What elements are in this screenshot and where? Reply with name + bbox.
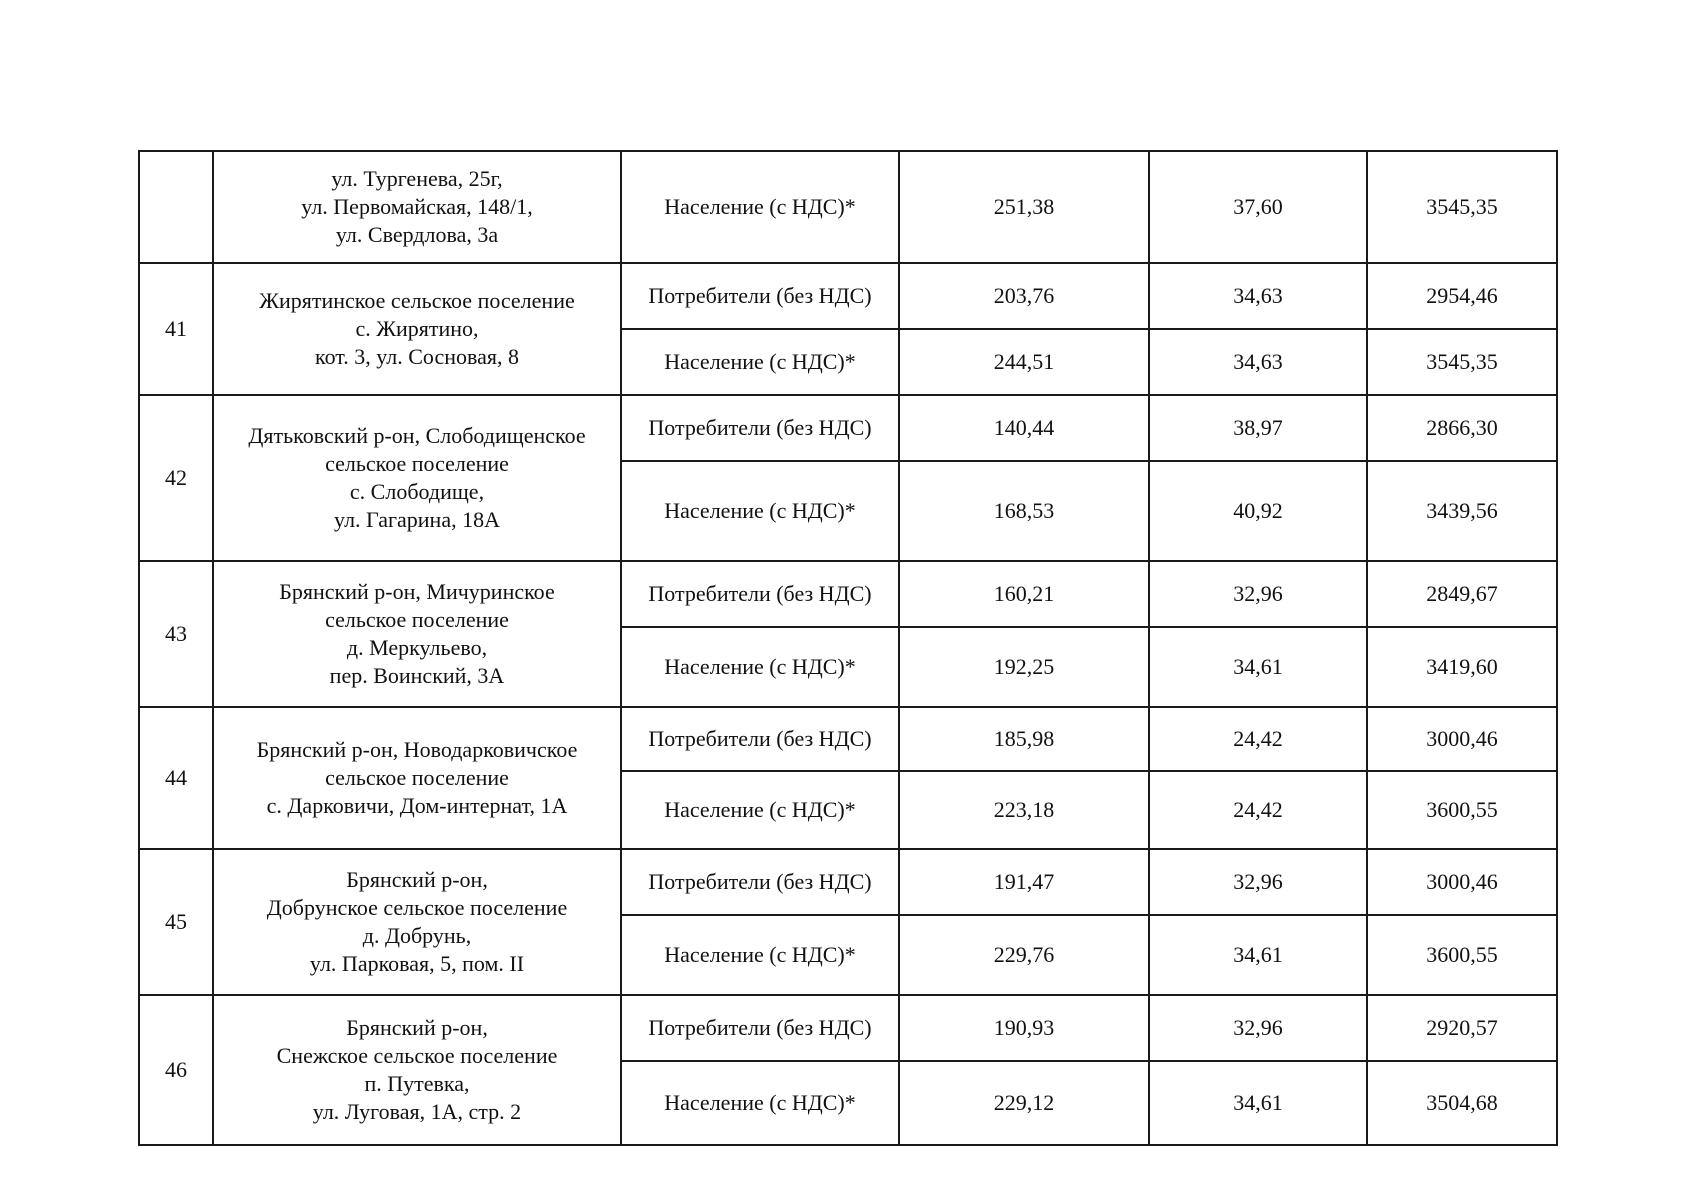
value-cell-1: 190,93: [899, 995, 1149, 1061]
tariff-table: [138, 150, 1558, 1146]
consumer-group-cell: Потребители (без НДС): [621, 561, 899, 627]
address-line: сельское поселение: [325, 451, 509, 476]
address-line: Добрунское сельское поселение: [266, 895, 568, 920]
value-cell-3: 3419,60: [1367, 627, 1557, 707]
address-line: Жирятинское сельское поселение: [259, 288, 575, 313]
value-cell-2: 34,63: [1149, 329, 1367, 395]
address-cell: [213, 263, 621, 395]
table-row: [139, 849, 1557, 915]
row-number-cell: 41: [139, 263, 213, 395]
value-cell-3: 3600,55: [1367, 771, 1557, 849]
row-number-cell: [139, 151, 213, 263]
row-number-cell: 46: [139, 995, 213, 1145]
consumer-group-cell: Потребители (без НДС): [621, 995, 899, 1061]
address-line: сельское поселение: [325, 765, 509, 790]
value-cell-1: 185,98: [899, 707, 1149, 771]
consumer-group-cell: Потребители (без НДС): [621, 395, 899, 461]
address-line: д. Меркульево,: [346, 635, 488, 660]
address-cell: [213, 995, 621, 1145]
value-cell-1: 244,51: [899, 329, 1149, 395]
row-number-cell: 42: [139, 395, 213, 561]
address-line: с. Дарковичи, Дом-интернат, 1А: [266, 793, 568, 818]
address-cell: [213, 395, 621, 561]
table-row: [139, 995, 1557, 1061]
value-cell-3: 3545,35: [1367, 329, 1557, 395]
value-cell-2: 32,96: [1149, 995, 1367, 1061]
consumer-group-cell: Потребители (без НДС): [621, 263, 899, 329]
address-cell: [213, 561, 621, 707]
value-cell-3: 3000,46: [1367, 849, 1557, 915]
value-cell-2: 24,42: [1149, 771, 1367, 849]
consumer-group-cell: Потребители (без НДС): [621, 849, 899, 915]
value-cell-2: 34,61: [1149, 627, 1367, 707]
address-line: ул. Гагарина, 18А: [334, 507, 500, 532]
consumer-group-cell: Население (с НДС)*: [621, 461, 899, 561]
value-cell-1: 229,12: [899, 1061, 1149, 1145]
value-cell-2: 34,63: [1149, 263, 1367, 329]
consumer-group-cell: Потребители (без НДС): [621, 707, 899, 771]
value-cell-1: 168,53: [899, 461, 1149, 561]
value-cell-2: 38,97: [1149, 395, 1367, 461]
value-cell-1: 192,25: [899, 627, 1149, 707]
address-line: д. Добрунь,: [362, 923, 472, 948]
address-line: ул. Луговая, 1А, стр. 2: [312, 1099, 522, 1124]
address-line: с. Жирятино,: [355, 316, 479, 341]
address-line: п. Путевка,: [364, 1071, 470, 1096]
value-cell-2: 32,96: [1149, 849, 1367, 915]
address-line: пер. Воинский, 3А: [329, 663, 505, 688]
value-cell-1: 160,21: [899, 561, 1149, 627]
consumer-group-cell: Население (с НДС)*: [621, 329, 899, 395]
address-line: Брянский р-он, Новодарковичское: [256, 737, 578, 762]
address-cell: [213, 707, 621, 849]
consumer-group-cell: Население (с НДС)*: [621, 771, 899, 849]
row-number-cell: 44: [139, 707, 213, 849]
table-row: [139, 151, 1557, 263]
consumer-group-cell: Население (с НДС)*: [621, 151, 899, 263]
consumer-group-cell: Население (с НДС)*: [621, 915, 899, 995]
value-cell-2: 34,61: [1149, 915, 1367, 995]
value-cell-2: 34,61: [1149, 1061, 1367, 1145]
address-line: Брянский р-он, Мичуринское: [279, 579, 555, 604]
consumer-group-cell: Население (с НДС)*: [621, 1061, 899, 1145]
table-row: [139, 395, 1557, 461]
row-number-cell: 45: [139, 849, 213, 995]
value-cell-3: 3000,46: [1367, 707, 1557, 771]
row-number-cell: 43: [139, 561, 213, 707]
address-line: сельское поселение: [325, 607, 509, 632]
value-cell-2: 24,42: [1149, 707, 1367, 771]
address-cell: [213, 151, 621, 263]
value-cell-3: 3504,68: [1367, 1061, 1557, 1145]
value-cell-2: 32,96: [1149, 561, 1367, 627]
address-line: Снежское сельское поселение: [276, 1043, 558, 1068]
value-cell-3: 2849,67: [1367, 561, 1557, 627]
value-cell-3: 3545,35: [1367, 151, 1557, 263]
address-line: ул. Первомайская, 148/1,: [301, 194, 533, 219]
address-line: Дятьковский р-он, Слободищенское: [248, 423, 586, 448]
table-row: [139, 263, 1557, 329]
address-line: с. Слободище,: [349, 479, 485, 504]
address-line: Брянский р-он,: [346, 867, 488, 892]
value-cell-3: 3600,55: [1367, 915, 1557, 995]
value-cell-3: 3439,56: [1367, 461, 1557, 561]
address-line: кот. 3, ул. Сосновая, 8: [315, 344, 519, 369]
address-line: ул. Парковая, 5, пом. II: [309, 951, 525, 976]
value-cell-3: 2866,30: [1367, 395, 1557, 461]
value-cell-1: 229,76: [899, 915, 1149, 995]
table-row: [139, 707, 1557, 771]
value-cell-1: 140,44: [899, 395, 1149, 461]
value-cell-1: 203,76: [899, 263, 1149, 329]
value-cell-3: 2954,46: [1367, 263, 1557, 329]
address-line: ул. Свердлова, 3а: [335, 222, 499, 247]
value-cell-2: 37,60: [1149, 151, 1367, 263]
address-line: ул. Тургенева, 25г,: [331, 166, 503, 191]
value-cell-1: 251,38: [899, 151, 1149, 263]
value-cell-3: 2920,57: [1367, 995, 1557, 1061]
value-cell-1: 191,47: [899, 849, 1149, 915]
value-cell-2: 40,92: [1149, 461, 1367, 561]
address-cell: [213, 849, 621, 995]
consumer-group-cell: Население (с НДС)*: [621, 627, 899, 707]
table-row: [139, 561, 1557, 627]
address-line: Брянский р-он,: [346, 1015, 488, 1040]
value-cell-1: 223,18: [899, 771, 1149, 849]
